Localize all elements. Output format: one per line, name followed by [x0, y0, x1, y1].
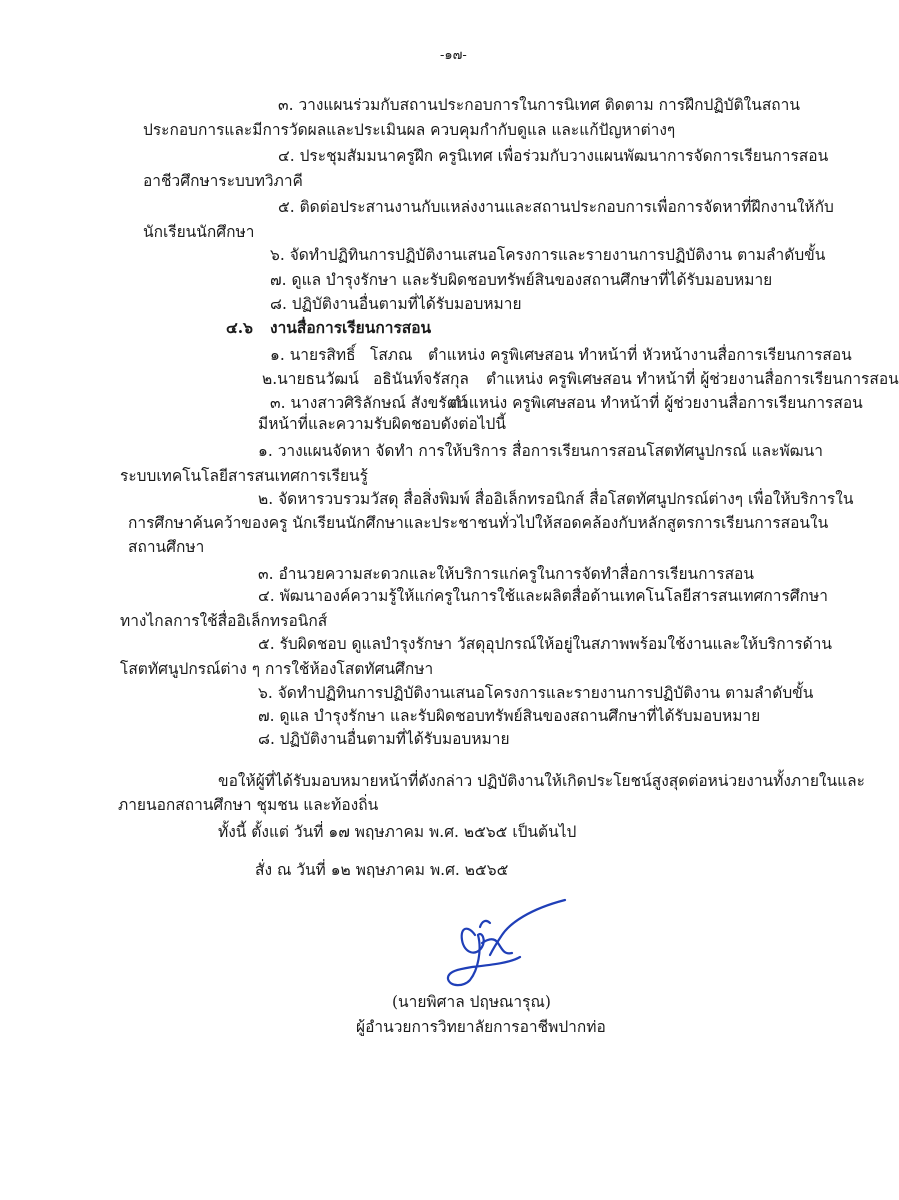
order-date: สั่ง ณ วันที่ ๑๒ พฤษภาคม พ.ศ. ๒๕๖๕ — [255, 861, 509, 879]
signature-image — [420, 895, 580, 995]
duty-item-continuation: การศึกษาค้นคว้าของครู นักเรียนนักศึกษาและประชาชนทั่วไปให้สอดคล้องกับหลักสูตรการเรียนการสอนใน — [128, 514, 829, 532]
effective-date: ทั้งนี้ ตั้งแต่ วันที่ ๑๗ พฤษภาคม พ.ศ. ๒๕๖๕ เป็นต้นไป — [218, 823, 577, 841]
list-item: ๓. วางแผนร่วมกับสถานประกอบการในการนิเทศ ติดตาม การฝึกปฏิบัติในสถาน — [278, 96, 800, 114]
staff-name: ๒.นายธนวัฒน์ — [262, 370, 359, 388]
duties-intro: มีหน้าที่และความรับผิดชอบดังต่อไปนี้ — [258, 415, 506, 433]
list-item-continuation: ประกอบการและมีการวัดผลและประเมินผล ควบคุมกำกับดูแล และแก้ปัญหาต่างๆ — [143, 121, 676, 139]
staff-surname: โสภณ — [370, 346, 413, 364]
duty-item: ๖. จัดทำปฏิทินการปฏิบัติงานเสนอโครงการและรายงานการปฏิบัติงาน ตามลำดับขั้น — [258, 684, 814, 702]
duty-item: ๒. จัดหารวบรวมวัสดุ สื่อสิ่งพิมพ์ สื่ออิเล็กทรอนิกส์ สื่อโสตทัศนูปกรณ์ต่างๆ เพื่อให้บริการใน — [258, 490, 854, 508]
staff-role: ตำแหน่ง ครูพิเศษสอน ทำหน้าที่ หัวหน้างานสื่อการเรียนการสอน — [428, 346, 852, 364]
duty-item-continuation: ระบบเทคโนโลยีสารสนเทศการเรียนรู้ — [120, 467, 368, 485]
list-item: ๘. ปฏิบัติงานอื่นตามที่ได้รับมอบหมาย — [270, 295, 522, 313]
section-title: งานสื่อการเรียนการสอน — [270, 318, 432, 337]
duty-item: ๗. ดูแล บำรุงรักษา และรับผิดชอบทรัพย์สินของสถานศึกษาที่ได้รับมอบหมาย — [258, 707, 761, 725]
list-item: ๗. ดูแล บำรุงรักษา และรับผิดชอบทรัพย์สินของสถานศึกษาที่ได้รับมอบหมาย — [270, 271, 773, 289]
list-item-continuation: นักเรียนนักศึกษา — [143, 223, 255, 241]
duty-item: ๔. พัฒนาองค์ความรู้ให้แก่ครูในการใช้และผลิตสื่อด้านเทคโนโลยีสารสนเทศการศึกษา — [258, 587, 828, 605]
list-item: ๕. ติดต่อประสานงานกับแหล่งงานและสถานประกอบการเพื่อการจัดหาที่ฝึกงานให้กับ — [278, 198, 834, 216]
staff-role: ตำแหน่ง ครูพิเศษสอน ทำหน้าที่ ผู้ช่วยงานสื่อการเรียนการสอน — [486, 370, 899, 388]
duty-item-continuation: ทางไกลการใช้สื่ออิเล็กทรอนิกส์ — [120, 612, 328, 630]
staff-name: ๓. นางสาวศิริลักษณ์ สังขรัตน์ — [270, 394, 468, 412]
staff-role: ตำแหน่ง ครูพิเศษสอน ทำหน้าที่ ผู้ช่วยงานสื่อการเรียนการสอน — [450, 394, 863, 412]
list-item-continuation: อาชีวศึกษาระบบทวิภาคี — [143, 172, 303, 190]
duty-item: ๕. รับผิดชอบ ดูแลบำรุงรักษา วัสดุอุปกรณ์ให้อยู่ในสภาพพร้อมใช้งานและให้บริการด้าน — [258, 635, 833, 653]
list-item: ๔. ประชุมสัมมนาครูฝึก ครูนิเทศ เพื่อร่วมกับวางแผนพัฒนาการจัดการเรียนการสอน — [278, 147, 829, 165]
staff-surname: อธินันท์จรัสกุล — [373, 370, 469, 388]
list-item: ๖. จัดทำปฏิทินการปฏิบัติงานเสนอโครงการและรายงานการปฏิบัติงาน ตามลำดับขั้น — [270, 246, 826, 264]
staff-name: ๑. นายรสิทธิ์ — [270, 346, 356, 364]
page-number: -๑๗- — [440, 48, 467, 63]
duty-item-continuation: โสตทัศนูปกรณ์ต่าง ๆ การใช้ห้องโสตทัศนศึกษา — [120, 660, 434, 678]
closing-text-continuation: ภายนอกสถานศึกษา ชุมชน และท้องถิ่น — [118, 796, 379, 814]
closing-text: ขอให้ผู้ที่ได้รับมอบหมายหน้าที่ดังกล่าว ปฏิบัติงานให้เกิดประโยชน์สูงสุดต่อหน่วยงานทั้งภายในและ — [218, 772, 865, 790]
duty-item: ๑. วางแผนจัดหา จัดทำ การให้บริการ สื่อการเรียนการสอนโสตทัศนูปกรณ์ และพัฒนา — [258, 442, 823, 460]
signatory-position: ผู้อำนวยการวิทยาลัยการอาชีพปากท่อ — [356, 1018, 606, 1036]
signatory-name: (นายพิศาล ปฤษณารุณ) — [392, 993, 551, 1011]
section-number: ๔.๖ — [226, 318, 253, 337]
duty-item: ๘. ปฏิบัติงานอื่นตามที่ได้รับมอบหมาย — [258, 730, 510, 748]
duty-item: ๓. อำนวยความสะดวกและให้บริการแก่ครูในการจัดทำสื่อการเรียนการสอน — [258, 565, 754, 583]
duty-item-continuation: สถานศึกษา — [128, 538, 205, 556]
